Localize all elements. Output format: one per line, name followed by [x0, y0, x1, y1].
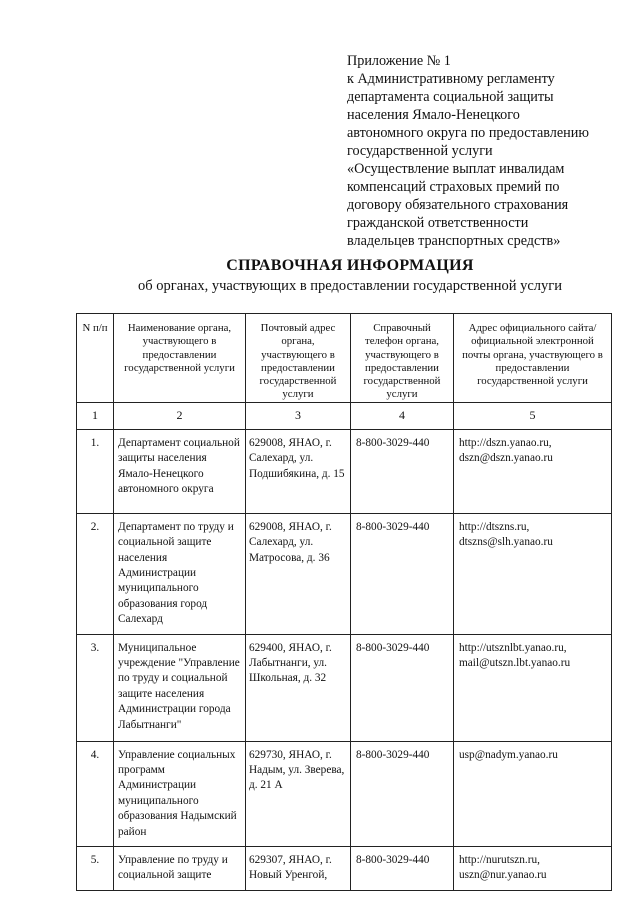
table-row: [77, 429, 612, 513]
table-row: [77, 634, 612, 741]
header-site: Адрес официального сайта/официальной электронной почты органа, участвующего в предоставлении государственной услуги: [454, 314, 612, 403]
org-phone: 8-800-3029-440: [351, 634, 454, 741]
org-site: http://dtszns.ru, dtszns@slh.yanao.ru: [454, 513, 612, 634]
column-number: 1: [77, 402, 114, 429]
appendix-line: к Административному регламенту: [347, 71, 555, 87]
column-number: 2: [114, 402, 246, 429]
appendix-line: договору обязательного страхования: [347, 197, 569, 213]
row-num: 5.: [77, 847, 114, 891]
document-title: СПРАВОЧНАЯ ИНФОРМАЦИЯ: [226, 257, 474, 274]
column-numbers-row: [77, 402, 612, 429]
appendix-line: государственной услуги: [347, 143, 493, 159]
row-num: 2.: [77, 513, 114, 634]
org-phone: 8-800-3029-440: [351, 513, 454, 634]
appendix-line: «Осуществление выплат инвалидам: [347, 161, 565, 177]
appendix-line: департамента социальной защиты: [347, 89, 554, 105]
organizations-table: [76, 313, 612, 891]
column-number: 5: [454, 402, 612, 429]
org-site: http://dszn.yanao.ru, dszn@dszn.yanao.ru: [454, 429, 612, 513]
org-phone: 8-800-3029-440: [351, 429, 454, 513]
table-row: [77, 513, 612, 634]
org-phone: 8-800-3029-440: [351, 741, 454, 846]
org-address: 629307, ЯНАО, г. Новый Уренгой,: [246, 847, 351, 891]
header-phone: Справочный телефон органа, участвующего в предоставлении государственной услуги: [351, 314, 454, 403]
row-num: 3.: [77, 634, 114, 741]
org-phone: 8-800-3029-440: [351, 847, 454, 891]
document-subtitle: об органах, участвующих в предоставлении государственной услуги: [138, 278, 562, 294]
org-site: http://nurutszn.ru, uszn@nur.yanao.ru: [454, 847, 612, 891]
appendix-line: автономного округа по предоставлению: [347, 125, 589, 141]
row-num: 1.: [77, 429, 114, 513]
org-name: Управление социальных программ Администрации муниципального образования Надымский район: [114, 741, 246, 846]
org-name: Муниципальное учреждение "Управление по труду и социальной защите населения Администрации города Лабытнанги": [114, 634, 246, 741]
header-name: Наименование органа, участвующего в предоставлении государственной услуги: [114, 314, 246, 403]
appendix-header: [347, 52, 627, 250]
table-row: [77, 741, 612, 846]
org-site: http://utsznlbt.yanao.ru, mail@utszn.lbt.yanao.ru: [454, 634, 612, 741]
appendix-line: компенсаций страховых премий по: [347, 179, 560, 195]
org-address: 629400, ЯНАО, г. Лабытнанги, ул. Школьная, д. 32: [246, 634, 351, 741]
org-address: 629008, ЯНАО, г. Салехард, ул. Матросова, д. 36: [246, 513, 351, 634]
header-address: Почтовый адрес органа, участвующего в предоставлении государственной услуги: [246, 314, 351, 403]
appendix-line: Приложение № 1: [347, 53, 451, 69]
org-address: 629008, ЯНАО, г. Салехард, ул. Подшибякина, д. 15: [246, 429, 351, 513]
appendix-line: владельцев транспортных средств»: [347, 233, 561, 249]
appendix-line: населения Ямало-Ненецкого: [347, 107, 520, 123]
header-num: N п/п: [77, 314, 114, 403]
table-row: [77, 847, 612, 891]
appendix-line: гражданской ответственности: [347, 215, 529, 231]
row-num: 4.: [77, 741, 114, 846]
org-site: usp@nadym.yanao.ru: [454, 741, 612, 846]
table-header-row: [77, 314, 612, 403]
column-number: 4: [351, 402, 454, 429]
org-name: Департамент социальной защиты населения Ямало-Ненецкого автономного округа: [114, 429, 246, 513]
org-name: Управление по труду и социальной защите: [114, 847, 246, 891]
column-number: 3: [246, 402, 351, 429]
org-name: Департамент по труду и социальной защите населения Администрации муниципального образования город Салехард: [114, 513, 246, 634]
org-address: 629730, ЯНАО, г. Надым, ул. Зверева, д. 21 А: [246, 741, 351, 846]
